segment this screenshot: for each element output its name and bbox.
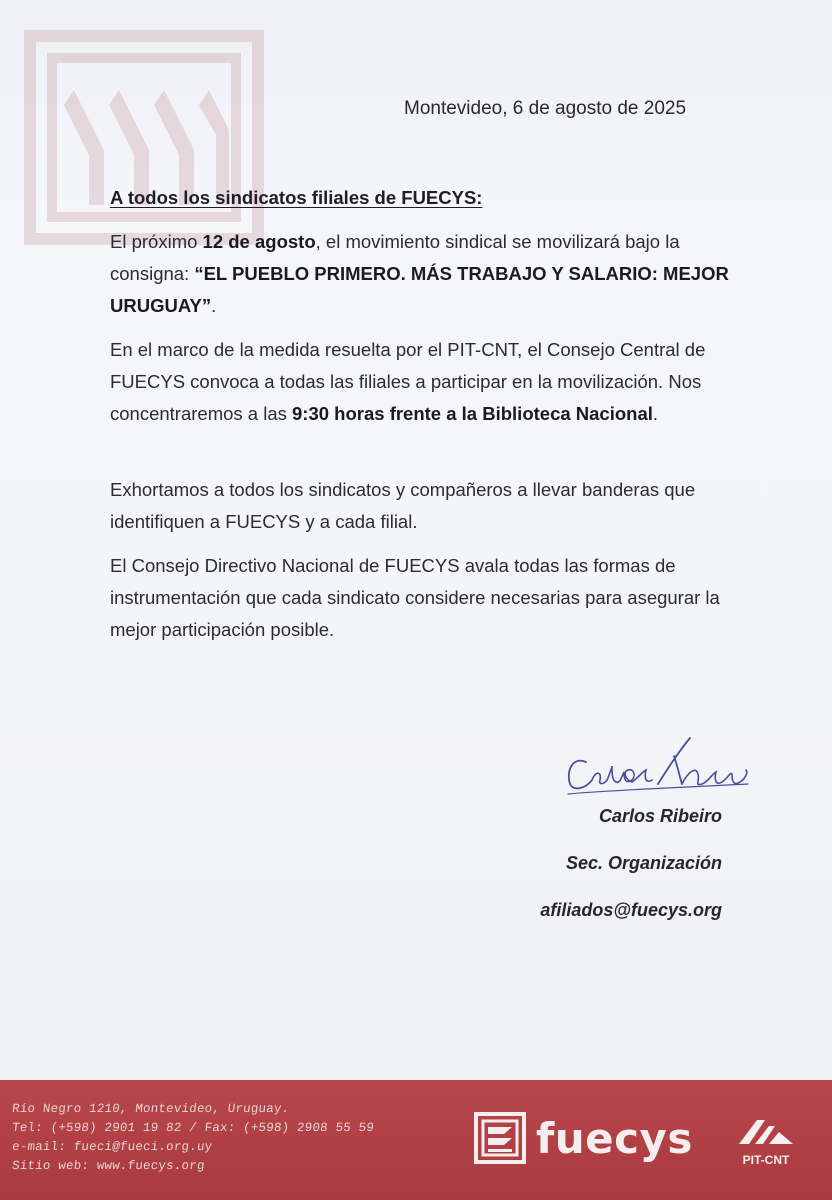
paragraph-endorsement: El Consejo Directivo Nacional de FUECYS avala todas las formas de instrumentación que cada sindicato considere necesarias para asegurar la mejor participación posible. [110,555,720,640]
footer-contact-info [12,1100,374,1176]
highlight-meeting-point: 9:30 horas frente a la Biblioteca Nacional [292,403,653,424]
brand-name: fuecys [536,1113,693,1163]
signatory-email: afiliados@fuecys.org [540,900,722,920]
paragraph-convocation [110,334,750,430]
fuecys-brand [474,1108,693,1168]
letter-date: Montevideo, 6 de agosto de 2025 [404,98,687,119]
paragraph-text: El próximo [110,231,203,252]
highlight-slogan: “EL PUEBLO PRIMERO. MÁS TRABAJO Y SALARIO: MEJOR URUGUAY” [110,263,729,316]
paragraph-text: . [211,295,217,316]
paragraph-text: En el marco de la medida resuelta por el PIT-CNT, el Consejo Central de FUECYS convoca a todas las filiales a participar en la movilización. Nos concentraremos a las [110,339,706,424]
letter-addressee: A todos los sindicatos filiales de FUECYS: [110,187,483,208]
paragraph-text: , el movimiento sindical se movilizará bajo la consigna: [110,231,680,284]
footer-phone: Tel: (+598) 2901 19 82 / Fax: (+598) 2908 55 59 [11,1121,375,1135]
signatory-role: Sec. Organización [565,853,722,873]
handwritten-signature [562,728,752,808]
paragraph-flags: Exhortamos a todos los sindicatos y compañeros a llevar banderas que identifiquen a FUECYS y a cada filial. [110,479,696,532]
pit-cnt-logo-icon [735,1114,797,1150]
paragraph-mobilization-date [110,226,750,322]
pit-cnt-label: PIT-CNT [742,1153,790,1167]
letterhead-footer [0,1080,832,1200]
footer-address: Río Negro 1210, Montevideo, Uruguay. [11,1102,291,1116]
pit-cnt-brand [730,1114,802,1167]
paragraph-text: . [652,403,659,424]
fuecys-logo-watermark-icon [24,30,264,245]
fuecys-logo-icon [474,1112,526,1164]
footer-email: e-mail: fueci@fueci.org.uy [11,1140,214,1154]
highlight-date: 12 de agosto [202,231,316,252]
signatory-name: Carlos Ribeiro [598,806,722,826]
footer-website: Sitio web: www.fuecys.org [11,1159,206,1173]
